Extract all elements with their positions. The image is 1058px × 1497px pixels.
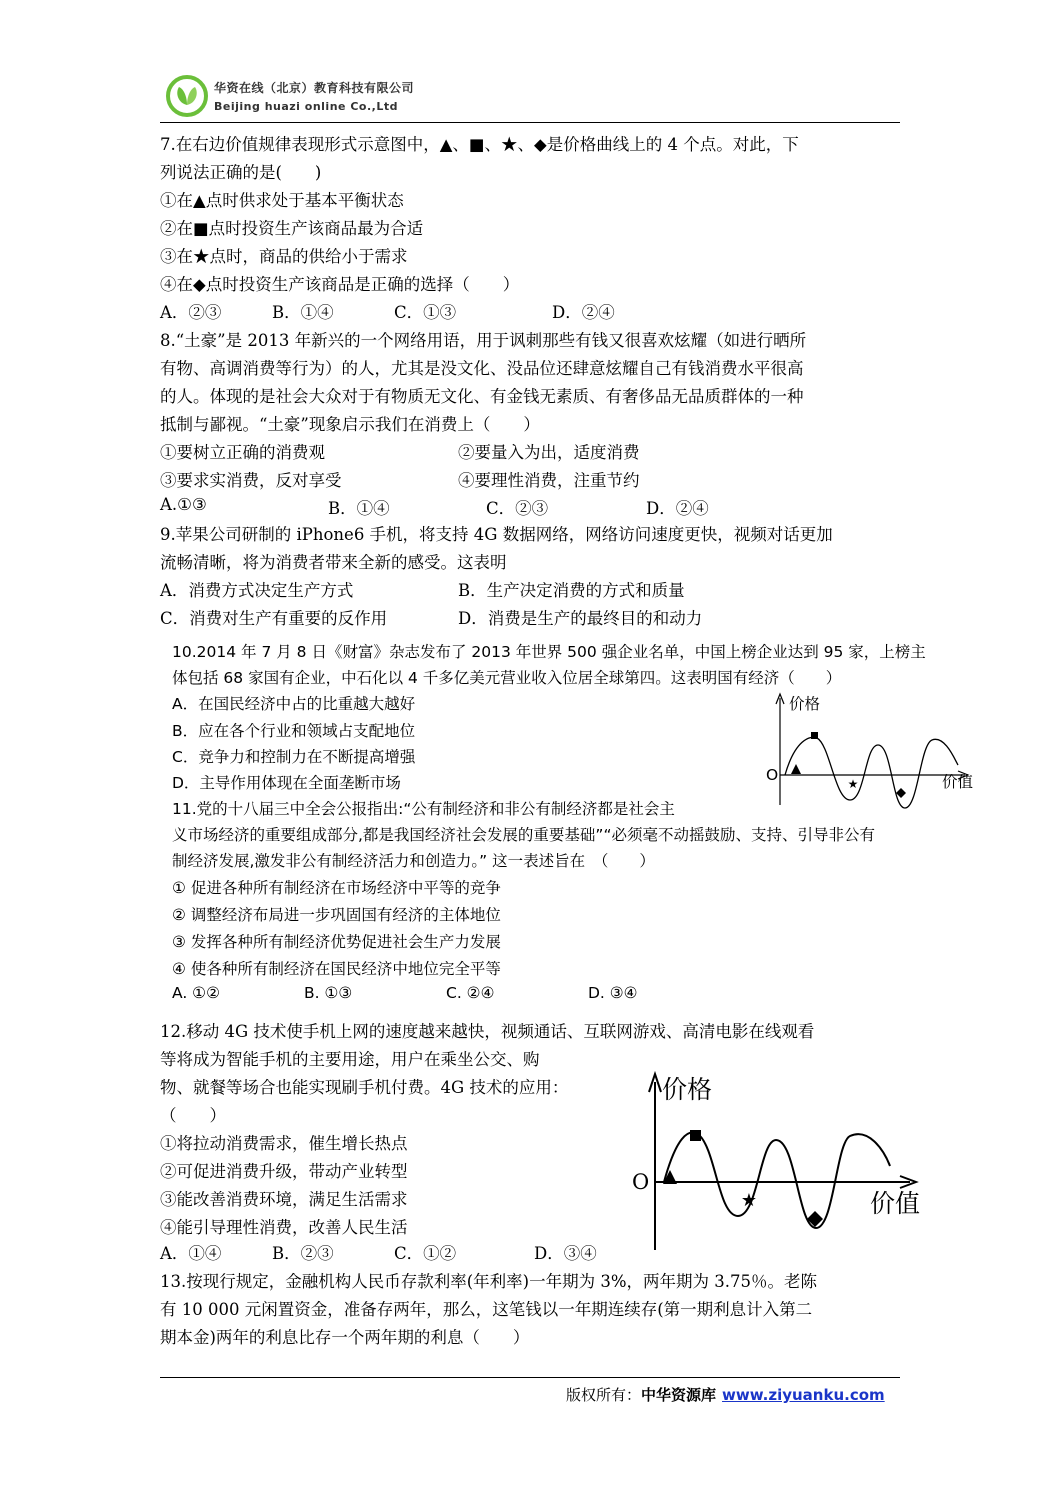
q9-line-2: 流畅清晰，将为消费者带来全新的感受。这表明 <box>160 553 507 572</box>
q11-option-d: D. ③④ <box>588 984 638 1002</box>
q12-line-3: 物、就餐等场合也能实现刷手机付费。4G 技术的应用： <box>160 1078 569 1097</box>
graph-large-origin: O <box>632 1170 650 1194</box>
q7-option-b: B．①④ <box>272 303 334 322</box>
q8-item-4: ④要理性消费，注重节约 <box>458 471 640 490</box>
graph-large-price-label: 价格 <box>662 1075 713 1104</box>
q11-line-2: 义市场经济的重要组成部分,都是我国经济社会发展的重要基础”“必须毫不动摇鼓励、支持、引导非公有 <box>172 826 875 844</box>
footer-url-link[interactable]: www.ziyuanku.com <box>722 1386 885 1404</box>
q7-option-a: A．②③ <box>160 303 222 322</box>
q10-option-b: B．应在各个行业和领域占支配地位 <box>172 722 416 740</box>
footer-copyright <box>566 1384 885 1405</box>
q8-item-3: ③要求实消费，反对享受 <box>160 471 342 490</box>
q12-item-2: ②可促进消费升级，带动产业转型 <box>160 1162 408 1181</box>
q13-line-2: 有 10 000 元闲置资金，准备存两年，那么，这笔钱以一年期连续存(第一期利息计入第二 <box>160 1300 813 1319</box>
q7-line-1: 7.在右边价值规律表现形式示意图中，▲、■、★、◆是价格曲线上的 4 个点。对此，下 <box>160 135 799 154</box>
graph-small-price-label: 价格 <box>789 695 821 713</box>
price-value-graph-small <box>760 690 980 810</box>
q9-option-c: C．消费对生产有重要的反作用 <box>160 609 388 628</box>
q11-item-4: ④ 使各种所有制经济在国民经济中地位完全平等 <box>172 960 501 978</box>
square-point <box>690 1130 701 1141</box>
q11-item-3: ③ 发挥各种所有制经济优势促进社会生产力发展 <box>172 933 501 951</box>
q8-option-a: A.①③ <box>160 495 207 514</box>
q10-option-d: D．主导作用体现在全面垄断市场 <box>172 774 401 792</box>
q8-line-4: 抵制与鄙视。“土豪”现象启示我们在消费上（ ） <box>160 415 540 434</box>
q12-line-4: （ ） <box>160 1106 226 1125</box>
diamond-point <box>896 788 906 798</box>
footer-label: 版权所有： <box>566 1386 642 1404</box>
star-point: ★ <box>847 777 859 791</box>
q8-line-3: 的人。体现的是社会大众对于有物质无文化、有金钱无素质、有奢侈品无品质群体的一种 <box>160 387 804 406</box>
q10-option-a: A．在国民经济中占的比重越大越好 <box>172 695 416 713</box>
q7-item-3: ③在★点时，商品的供给小于需求 <box>160 247 408 266</box>
footer-rule <box>160 1377 900 1378</box>
q8-option-c: C．②③ <box>486 499 549 518</box>
q7-item-4: ④在◆点时投资生产该商品是正确的选择（ ） <box>160 275 520 294</box>
q7-item-2: ②在■点时投资生产该商品最为合适 <box>160 219 424 238</box>
price-value-graph-large <box>628 1068 928 1258</box>
q11-line-3: 制经济发展,激发非公有制经济活力和创造力。” 这一表述旨在 （ ） <box>172 852 655 870</box>
graph-small-origin: O <box>766 766 779 784</box>
graph-small-value-label: 价值 <box>942 773 974 791</box>
q12-line-1: 12.移动 4G 技术使手机上网的速度越来越快，视频通话、互联网游戏、高清电影在线观看 <box>160 1022 815 1041</box>
q11-item-2: ② 调整经济布局进一步巩固国有经济的主体地位 <box>172 906 501 924</box>
square-point <box>811 732 818 739</box>
q7-option-d: D．②④ <box>552 303 615 322</box>
q11-option-a: A. ①② <box>172 984 220 1002</box>
q12-option-a: A．①④ <box>160 1244 222 1263</box>
q9-option-d: D．消费是生产的最终目的和动力 <box>458 609 703 628</box>
q7-item-1: ①在▲点时供求处于基本平衡状态 <box>160 191 404 210</box>
q12-option-b: B．②③ <box>272 1244 334 1263</box>
q8-item-1: ①要树立正确的消费观 <box>160 443 325 462</box>
q8-item-2: ②要量入为出，适度消费 <box>458 443 640 462</box>
q8-option-b: B．①④ <box>328 499 390 518</box>
q7-line-2: 列说法正确的是( ) <box>160 163 322 182</box>
graph-large-value-label: 价值 <box>870 1189 921 1218</box>
q7-option-c: C．①③ <box>394 303 457 322</box>
q10-line-1: 10.2014 年 7 月 8 日《财富》杂志发布了 2013 年世界 500 强企业名单，中国上榜企业达到 95 家，上榜主 <box>172 643 926 661</box>
q9-option-a: A．消费方式决定生产方式 <box>160 581 354 600</box>
q8-option-d: D．②④ <box>646 499 709 518</box>
q10-line-2: 体包括 68 家国有企业，中石化以 4 千多亿美元营业收入位居全球第四。这表明国有经济（ ） <box>172 669 842 687</box>
footer-site-name: 中华资源库 <box>641 1386 717 1404</box>
q11-option-b: B. ①③ <box>304 984 353 1002</box>
triangle-point <box>791 764 801 774</box>
header-rule <box>160 122 900 123</box>
q13-line-3: 期本金)两年的利息比存一个两年期的利息（ ） <box>160 1328 530 1347</box>
company-logo <box>166 75 208 117</box>
q11-item-1: ① 促进各种所有制经济在市场经济中平等的竞争 <box>172 879 501 897</box>
q10-option-c: C．竞争力和控制力在不断提高增强 <box>172 748 416 766</box>
q12-option-c: C．①② <box>394 1244 457 1263</box>
q8-line-2: 有物、高调消费等行为）的人，尤其是没文化、没品位还肆意炫耀自己有钱消费水平很高 <box>160 359 804 378</box>
q13-line-1: 13.按现行规定，金融机构人民币存款利率(年利率)一年期为 3%，两年期为 3.75％。老陈 <box>160 1272 818 1291</box>
q12-line-2: 等将成为智能手机的主要用途，用户在乘坐公交、购 <box>160 1050 540 1069</box>
q8-line-1: 8.“土豪”是 2013 年新兴的一个网络用语，用于讽刺那些有钱又很喜欢炫耀（如进行晒所 <box>160 331 807 350</box>
q11-line-1: 11.党的十八届三中全会公报指出:“公有制经济和非公有制经济都是社会主 <box>172 800 675 818</box>
star-point: ★ <box>740 1190 758 1211</box>
q12-item-4: ④能引导理性消费，改善人民生活 <box>160 1218 408 1237</box>
company-name-cn: 华资在线（北京）教育科技有限公司 <box>214 81 415 95</box>
q9-option-b: B．生产决定消费的方式和质量 <box>458 581 685 600</box>
q11-option-c: C. ②④ <box>446 984 495 1002</box>
company-name-en: Beijing huazi online Co.,Ltd <box>214 100 398 113</box>
q12-option-d: D．③④ <box>534 1244 597 1263</box>
q12-item-1: ①将拉动消费需求，催生增长热点 <box>160 1134 408 1153</box>
q12-item-3: ③能改善消费环境，满足生活需求 <box>160 1190 408 1209</box>
q9-line-1: 9.苹果公司研制的 iPhone6 手机，将支持 4G 数据网络，网络访问速度更快，视频对话更加 <box>160 525 833 544</box>
